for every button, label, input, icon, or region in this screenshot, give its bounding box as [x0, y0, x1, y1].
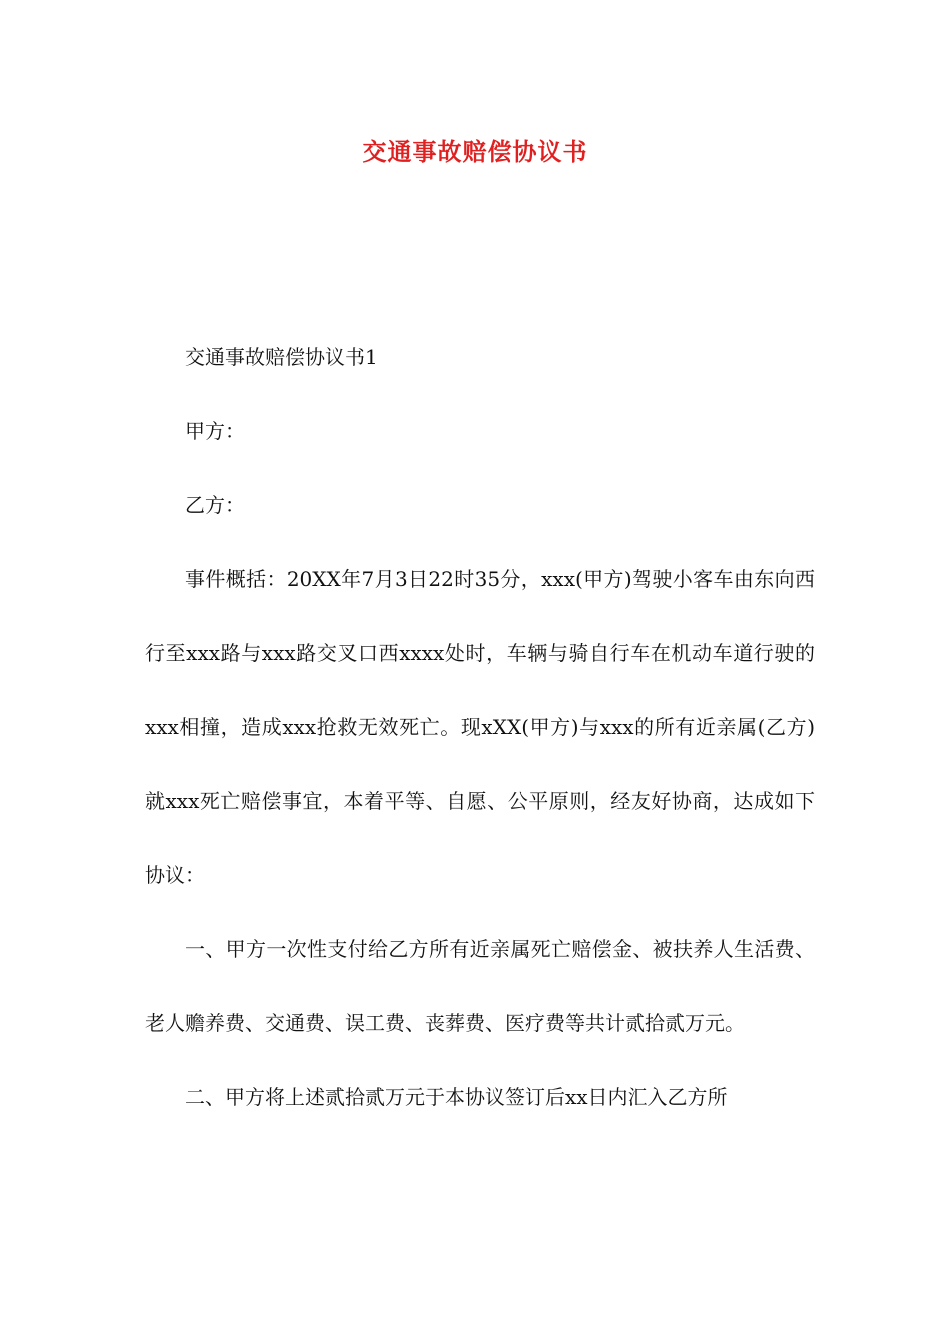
paragraph-party-a: 甲方：	[185, 419, 245, 443]
paragraph-incident-summary: 事件概括：20XX年7月3日22时35分，xxx(甲方)驾驶小客车由东向西行至xxx路与xxx路交叉口西xxxx处时，车辆与骑自行车在机动车道行驶的xxx相撞，造成xxx抢救无效死亡。现xXX(甲方)与xxx的所有近亲属(乙方)就xxx死亡赔偿事宜，本着平等、自愿、公平原则，经友好协商，达成如下协议：	[145, 567, 815, 887]
paragraph-party-b: 乙方：	[185, 493, 245, 517]
document-body	[145, 320, 815, 1134]
paragraph-clause-2: 二、甲方将上述贰拾贰万元于本协议签订后xx日内汇入乙方所	[185, 1085, 728, 1109]
paragraph-clause-1: 一、甲方一次性支付给乙方所有近亲属死亡赔偿金、被扶养人生活费、老人赡养费、交通费、误工费、丧葬费、医疗费等共计贰拾贰万元。	[145, 937, 815, 1035]
document-title: 交通事故赔偿协议书	[362, 137, 588, 166]
paragraph-heading: 交通事故赔偿协议书1	[185, 345, 378, 369]
